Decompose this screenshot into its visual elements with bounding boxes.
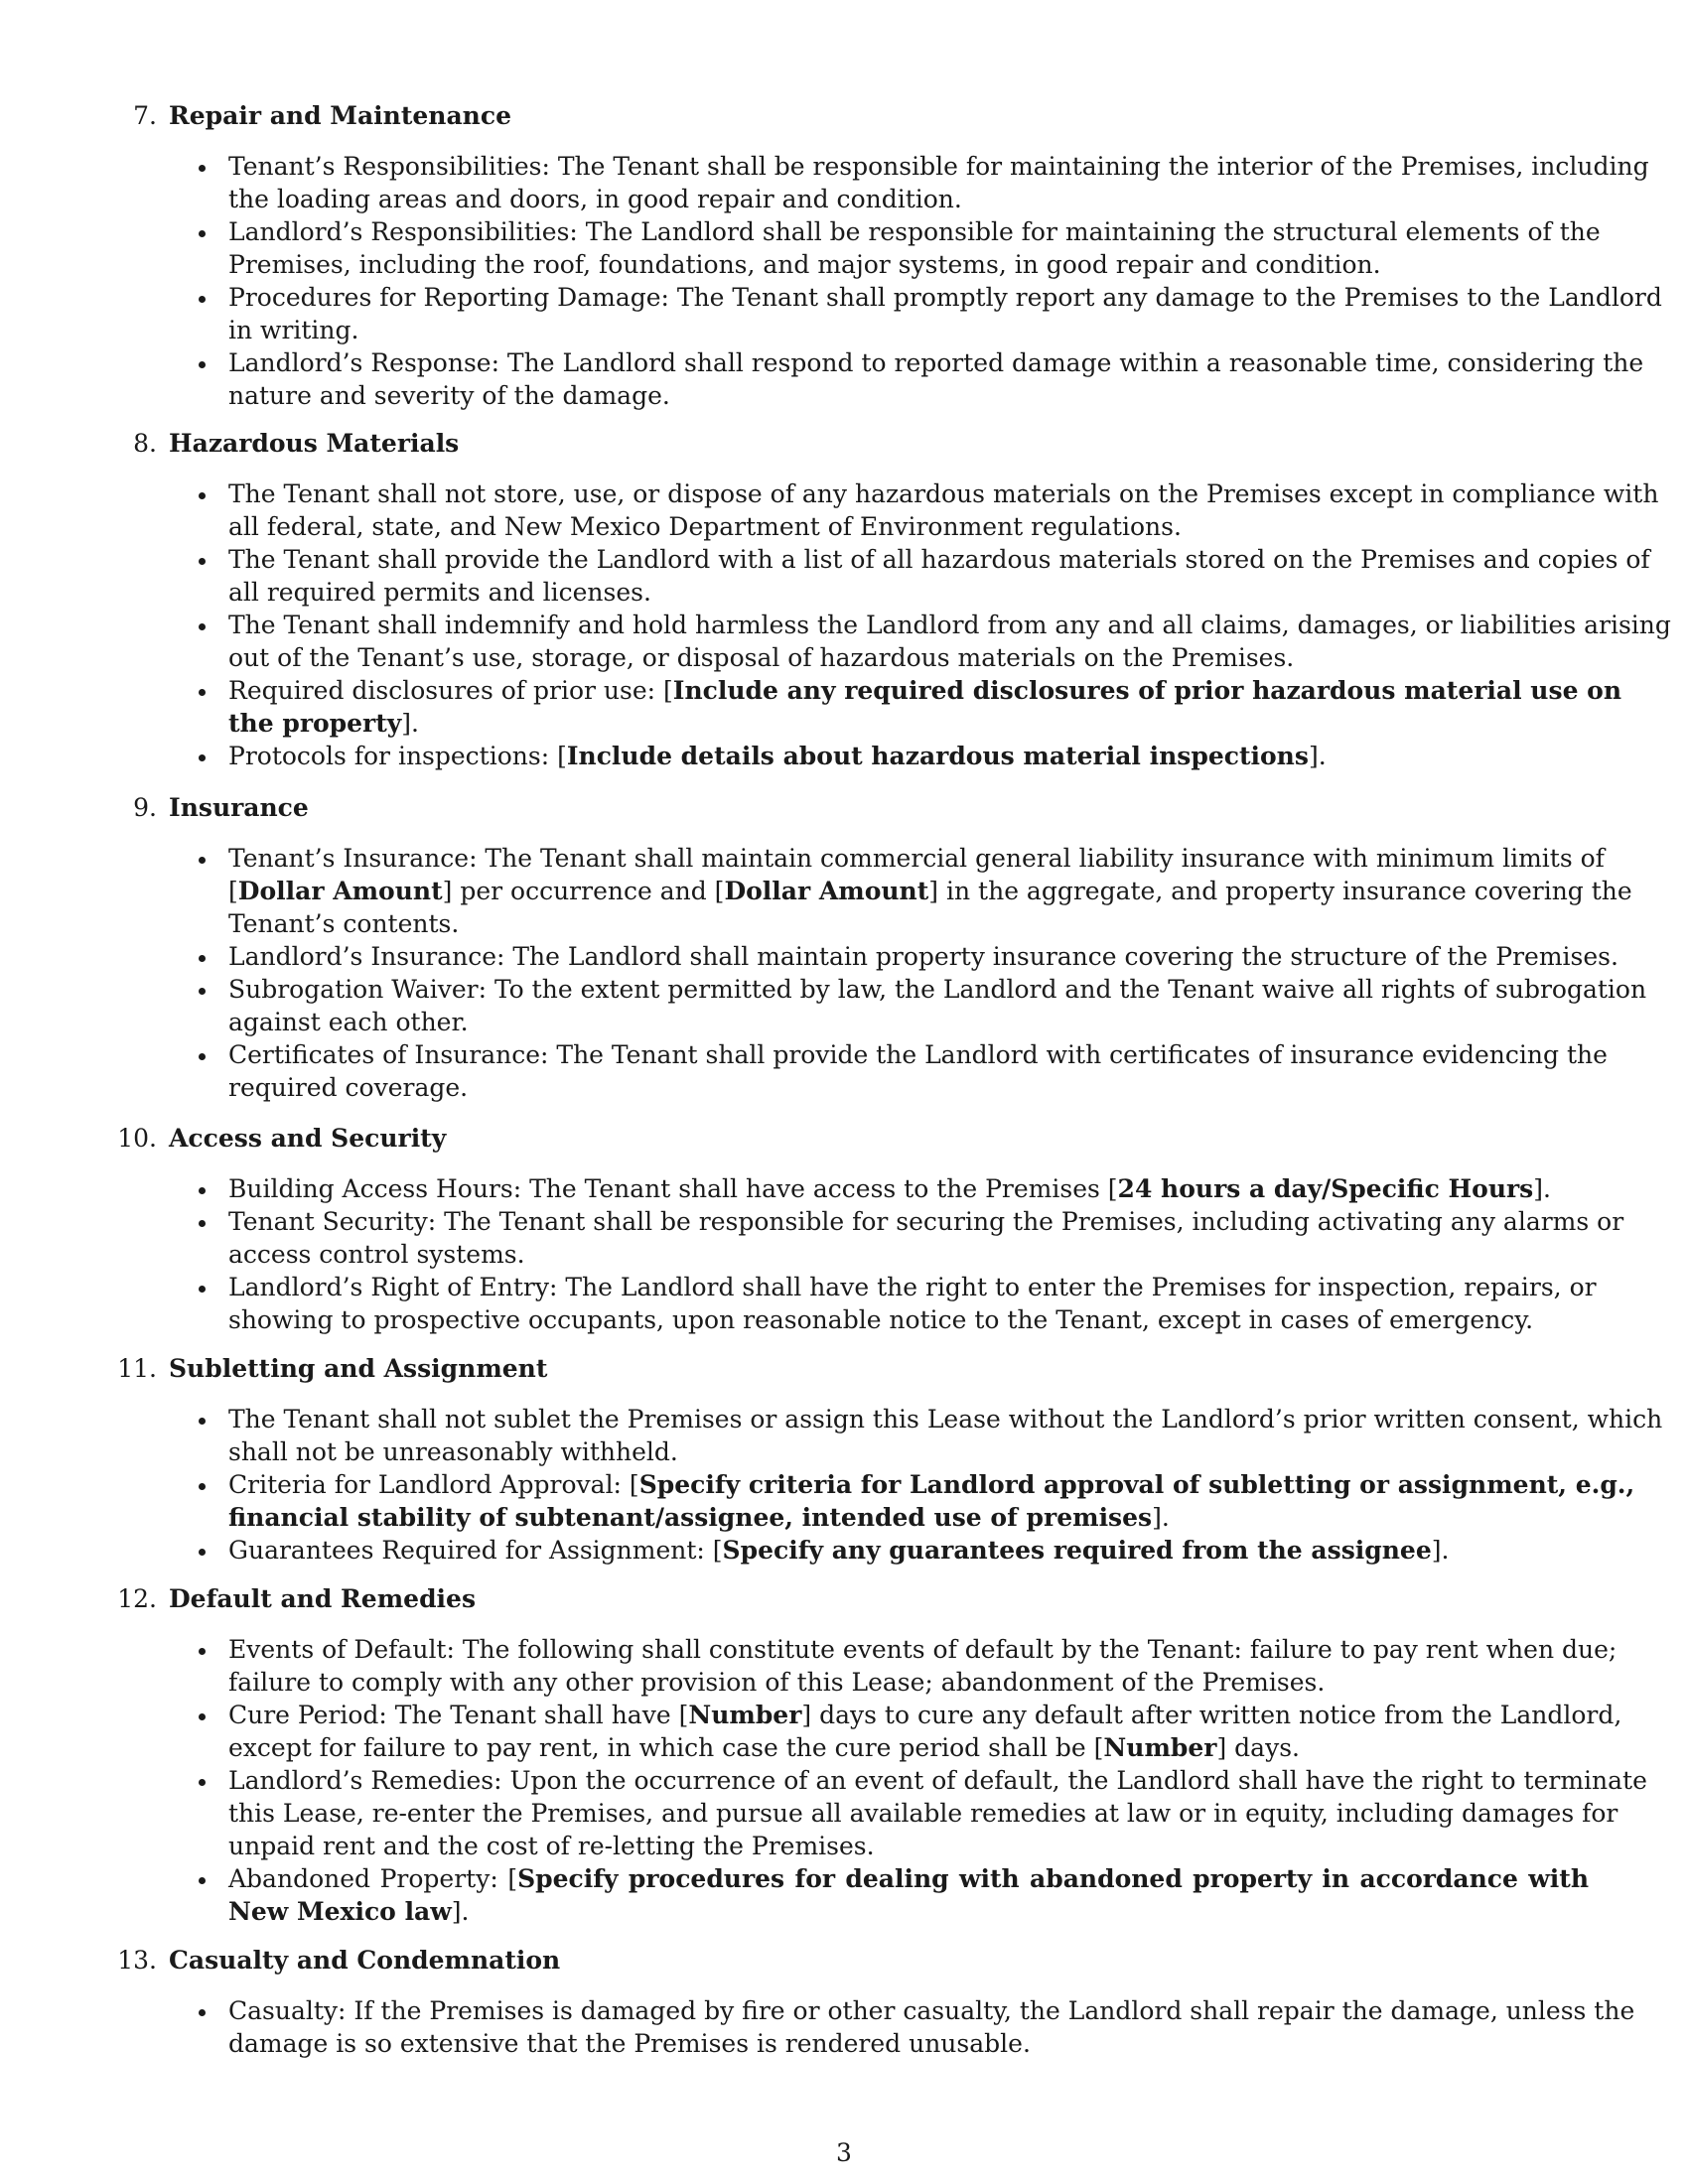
text-line: [228, 1172, 1589, 1205]
bullet-icon: [199, 492, 206, 499]
list-item: [0, 1862, 1688, 1928]
bullet-icon: [199, 2009, 206, 2016]
list-item: [0, 543, 1688, 609]
body-text: Tenant’s Responsibilities: The Tenant shall be responsible for maintaining the interior of the Premises, including: [228, 152, 1649, 181]
body-text: ].: [401, 709, 419, 738]
body-text: against each other.: [228, 1008, 469, 1036]
body-text: Landlord’s Right of Entry: The Landlord shall have the right to enter the Premises for inspection, repairs, or: [228, 1273, 1597, 1301]
list-item: [0, 478, 1688, 543]
section-number: 7.: [133, 101, 157, 130]
bullet-text: [228, 609, 1671, 674]
bullet-icon: [199, 1220, 206, 1227]
body-text: Abandoned Property: [: [228, 1864, 518, 1893]
body-text: The Tenant shall not sublet the Premises or assign this Lease without the Landlord’s prior written consent, which: [228, 1405, 1663, 1433]
text-line: [228, 674, 1622, 707]
bullet-text: [228, 1205, 1624, 1271]
bullet-text: [228, 346, 1644, 412]
body-text: all federal, state, and New Mexico Department of Environment regulations.: [228, 512, 1182, 541]
body-text: Protocols for inspections: [: [228, 742, 567, 770]
list-item: [0, 1403, 1688, 1468]
text-line: [228, 1699, 1622, 1731]
text-line: [228, 150, 1649, 183]
body-text: the loading areas and doors, in good repair and condition.: [228, 185, 962, 213]
body-text: Events of Default: The following shall constitute events of default by the Tenant: failure to pay rent when due;: [228, 1635, 1618, 1664]
bullet-icon: [199, 1877, 206, 1884]
text-line: [228, 346, 1644, 379]
list-item: [0, 609, 1688, 674]
section-heading: [0, 1582, 1688, 1616]
bullet-text: [228, 281, 1662, 346]
text-line: [228, 875, 1632, 907]
list-item: [0, 674, 1688, 740]
bullet-text: [228, 1172, 1589, 1205]
bullet-icon: [199, 754, 206, 761]
section-heading: [0, 427, 1688, 461]
list-item: [0, 1764, 1688, 1862]
text-line: [228, 1205, 1624, 1238]
body-text: Landlord’s Insurance: The Landlord shall maintain property insurance covering the structure of the Premises.: [228, 942, 1618, 971]
list-item: [0, 1172, 1688, 1205]
text-line: [228, 1666, 1589, 1699]
body-text: damage is so extensive that the Premises is rendered unusable.: [228, 2029, 1031, 2058]
body-text: Landlord’s Remedies: Upon the occurrence of an event of default, the Landlord shall have the right to terminate: [228, 1766, 1647, 1795]
section-title: Casualty and Condemnation: [169, 1946, 561, 1975]
text-line: [228, 379, 1589, 412]
text-line: [228, 740, 1589, 772]
body-text: Landlord’s Responsibilities: The Landlord shall be responsible for maintaining the structural elements of the: [228, 217, 1601, 246]
bullet-text: [228, 940, 1618, 973]
bullet-icon: [199, 1779, 206, 1786]
placeholder-text: Include any required disclosures of prior hazardous material use on: [672, 676, 1622, 705]
text-line: [228, 907, 1589, 940]
text-line: [228, 609, 1671, 641]
bullet-icon: [199, 1549, 206, 1556]
text-line: [228, 1038, 1608, 1071]
body-text: Cure Period: The Tenant shall have [: [228, 1701, 689, 1729]
text-line: [228, 314, 1589, 346]
section-number: 8.: [133, 429, 157, 458]
section-number: 12.: [117, 1584, 157, 1613]
bullet-text: [228, 215, 1601, 281]
body-text: Required disclosures of prior use: [: [228, 676, 673, 705]
body-text: ].: [1308, 742, 1327, 770]
body-text: ] in the aggregate, and property insurance covering the: [928, 877, 1632, 905]
bullet-text: [228, 1534, 1589, 1567]
body-text: ] days.: [1216, 1733, 1300, 1762]
body-text: Tenant’s Insurance: The Tenant shall maintain commercial general liability insurance with minimum limits of: [228, 844, 1605, 873]
bullet-icon: [199, 1053, 206, 1060]
text-line: [228, 1633, 1618, 1666]
text-line: [228, 1403, 1663, 1435]
list-item: [0, 281, 1688, 346]
text-line: [228, 248, 1589, 281]
text-line: [228, 1303, 1589, 1336]
text-line: [228, 1534, 1589, 1567]
body-text: shall not be unreasonably withheld.: [228, 1437, 678, 1466]
section-title: Subletting and Assignment: [169, 1354, 548, 1383]
bullet-icon: [199, 1187, 206, 1194]
text-line: [228, 1468, 1635, 1501]
body-text: except for failure to pay rent, in which case the cure period shall be [: [228, 1733, 1104, 1762]
text-line: [228, 641, 1589, 674]
bullet-text: [228, 150, 1649, 215]
list-item: [0, 1994, 1688, 2060]
text-line: [228, 940, 1618, 973]
text-line: [228, 576, 1589, 609]
list-item: [0, 940, 1688, 973]
text-line: [228, 1830, 1589, 1862]
bullet-icon: [199, 296, 206, 303]
body-text: unpaid rent and the cost of re-letting the Premises.: [228, 1832, 875, 1860]
section-heading: [0, 1352, 1688, 1386]
bullet-text: [228, 1764, 1647, 1862]
bullet-icon: [199, 689, 206, 696]
bullet-text: [228, 1271, 1597, 1336]
bullet-text: [228, 842, 1632, 940]
section-title: Repair and Maintenance: [169, 101, 511, 130]
list-item: [0, 1468, 1688, 1534]
body-text: Premises, including the roof, foundations, and major systems, in good repair and condition.: [228, 250, 1381, 279]
text-line: [228, 1764, 1647, 1797]
bullet-icon: [199, 558, 206, 565]
bullet-text: [228, 1994, 1635, 2060]
section-title: Default and Remedies: [169, 1584, 477, 1613]
text-line: [228, 1271, 1597, 1303]
list-item: [0, 973, 1688, 1038]
text-line: [228, 543, 1650, 576]
text-line: [228, 2027, 1589, 2060]
section-heading: [0, 99, 1688, 133]
bullet-text: [228, 973, 1647, 1038]
list-item: [0, 1699, 1688, 1764]
placeholder-text: financial stability of subtenant/assignee, intended use of premises: [228, 1503, 1153, 1532]
body-text: showing to prospective occupants, upon reasonable notice to the Tenant, except in cases of emergency.: [228, 1305, 1534, 1334]
bullet-text: [228, 1038, 1608, 1104]
text-line: [228, 1797, 1618, 1830]
bullet-text: [228, 543, 1650, 609]
bullet-icon: [199, 1648, 206, 1655]
text-line: [228, 215, 1601, 248]
text-line: [228, 183, 1589, 215]
bullet-icon: [199, 1286, 206, 1293]
body-text: ].: [1431, 1536, 1450, 1565]
body-text: Subrogation Waiver: To the extent permitted by law, the Landlord and the Tenant waive all rights of subrogation: [228, 975, 1647, 1004]
bullet-text: [228, 1862, 1589, 1928]
body-text: The Tenant shall not store, use, or dispose of any hazardous materials on the Premises except in compliance with: [228, 479, 1659, 508]
list-item: [0, 1633, 1688, 1699]
body-text: ] days to cure any default after written notice from the Landlord,: [801, 1701, 1622, 1729]
text-line: [228, 1994, 1635, 2027]
body-text: Guarantees Required for Assignment: [: [228, 1536, 723, 1565]
body-text: Casualty: If the Premises is damaged by fire or other casualty, the Landlord shall repair the damage, unless the: [228, 1996, 1635, 2025]
section-title: Hazardous Materials: [169, 429, 460, 458]
body-text: The Tenant shall provide the Landlord with a list of all hazardous materials stored on the Premises and copies of: [228, 545, 1650, 574]
placeholder-text: Number: [688, 1701, 802, 1729]
body-text: Tenant Security: The Tenant shall be responsible for securing the Premises, including activating any alarms or: [228, 1207, 1624, 1236]
bullet-text: [228, 1403, 1663, 1468]
body-text: nature and severity of the damage.: [228, 381, 670, 410]
body-text: ].: [451, 1897, 470, 1926]
body-text: Building Access Hours: The Tenant shall have access to the Premises [: [228, 1174, 1118, 1203]
placeholder-text: Specify any guarantees required from the assignee: [722, 1536, 1432, 1565]
body-text: Tenant’s contents.: [228, 909, 460, 938]
body-text: Certificates of Insurance: The Tenant shall provide the Landlord with certificates of insurance evidencing the: [228, 1040, 1608, 1069]
body-text: Criteria for Landlord Approval: [: [228, 1470, 639, 1499]
list-item: [0, 215, 1688, 281]
text-line: [228, 1895, 1589, 1928]
body-text: ].: [1152, 1503, 1170, 1532]
section-heading: [0, 1122, 1688, 1156]
bullet-text: [228, 1699, 1622, 1764]
list-item: [0, 1205, 1688, 1271]
text-line: [228, 973, 1647, 1006]
list-item: [0, 842, 1688, 940]
bullet-icon: [199, 955, 206, 962]
body-text: ] per occurrence and [: [442, 877, 725, 905]
section-number: 13.: [117, 1946, 157, 1975]
body-text: required coverage.: [228, 1073, 469, 1102]
text-line: [228, 1862, 1589, 1895]
list-item: [0, 1534, 1688, 1567]
bullet-text: [228, 478, 1659, 543]
bullet-icon: [199, 1713, 206, 1720]
section-title: Insurance: [169, 793, 309, 822]
text-line: [228, 1731, 1589, 1764]
bullet-icon: [199, 165, 206, 172]
body-text: failure to comply with any other provision of this Lease; abandonment of the Premises.: [228, 1668, 1326, 1697]
text-line: [228, 1501, 1589, 1534]
bullet-icon: [199, 230, 206, 237]
section-heading: [0, 791, 1688, 825]
body-text: ].: [1533, 1174, 1551, 1203]
bullet-icon: [199, 361, 206, 368]
body-text: out of the Tenant’s use, storage, or disposal of hazardous materials on the Premises.: [228, 643, 1295, 672]
text-line: [228, 1435, 1589, 1468]
bullet-icon: [199, 857, 206, 864]
bullet-icon: [199, 623, 206, 630]
body-text: The Tenant shall indemnify and hold harmless the Landlord from any and all claims, damages, or liabilities arising: [228, 611, 1671, 639]
placeholder-text: 24 hours a day/Specific Hours: [1117, 1174, 1534, 1203]
section-number: 9.: [133, 793, 157, 822]
list-item: [0, 150, 1688, 215]
text-line: [228, 1071, 1589, 1104]
list-item: [0, 1038, 1688, 1104]
body-text: [: [228, 877, 238, 905]
placeholder-text: Dollar Amount: [724, 877, 929, 905]
body-text: access control systems.: [228, 1240, 525, 1269]
bullet-icon: [199, 1418, 206, 1425]
placeholder-text: New Mexico law: [228, 1897, 452, 1926]
body-text: all required permits and licenses.: [228, 578, 651, 607]
text-line: [228, 478, 1659, 510]
bullet-text: [228, 674, 1622, 740]
body-text: Landlord’s Response: The Landlord shall respond to reported damage within a reasonable time, considering the: [228, 348, 1644, 377]
body-text: Procedures for Reporting Damage: The Tenant shall promptly report any damage to the Premises to the Landlord: [228, 283, 1662, 312]
placeholder-text: Number: [1103, 1733, 1217, 1762]
placeholder-text: Dollar Amount: [237, 877, 443, 905]
text-line: [228, 707, 1589, 740]
placeholder-text: the property: [228, 709, 402, 738]
text-line: [228, 842, 1605, 875]
section-number: 10.: [117, 1124, 157, 1153]
text-line: [228, 1006, 1589, 1038]
bullet-text: [228, 740, 1589, 772]
text-line: [228, 1238, 1589, 1271]
bullet-icon: [199, 1483, 206, 1490]
section-title: Access and Security: [169, 1124, 447, 1153]
section-heading: [0, 1944, 1688, 1978]
page-number: 3: [836, 2138, 852, 2167]
bullet-text: [228, 1633, 1618, 1699]
text-line: [228, 281, 1662, 314]
placeholder-text: Specify criteria for Landlord approval of subletting or assignment, e.g.,: [638, 1470, 1635, 1499]
body-text: this Lease, re-enter the Premises, and pursue all available remedies at law or in equity, including damages for: [228, 1799, 1618, 1828]
bullet-text: [228, 1468, 1635, 1534]
placeholder-text: Include details about hazardous material inspections: [566, 742, 1309, 770]
bullet-icon: [199, 988, 206, 995]
list-item: [0, 1271, 1688, 1336]
list-item: [0, 740, 1688, 772]
list-item: [0, 346, 1688, 412]
placeholder-text: Specify procedures for dealing with abandoned property in accordance with: [517, 1864, 1589, 1893]
section-number: 11.: [117, 1354, 157, 1383]
body-text: in writing.: [228, 316, 359, 344]
text-line: [228, 510, 1589, 543]
